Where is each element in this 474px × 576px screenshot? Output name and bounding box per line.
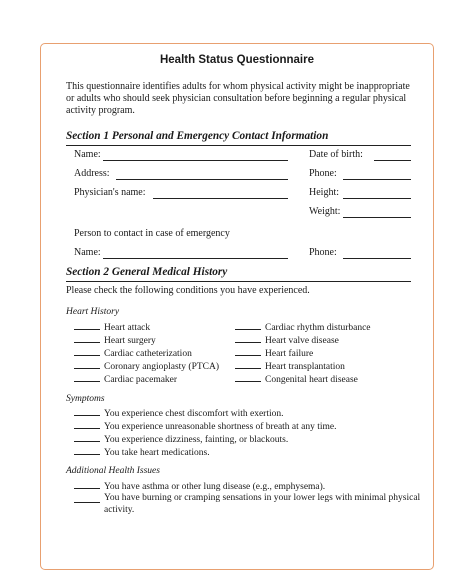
check-blank[interactable] bbox=[74, 347, 100, 356]
check-blank[interactable] bbox=[235, 360, 261, 369]
address-field[interactable] bbox=[116, 179, 288, 180]
checklist-item[interactable]: You have asthma or other lung disease (e.g., emphysema). bbox=[74, 480, 424, 493]
section1-heading: Section 1 Personal and Emergency Contact Information bbox=[66, 130, 329, 142]
checklist-item[interactable]: Congenital heart disease bbox=[235, 373, 371, 386]
dob-label: Date of birth: bbox=[309, 149, 363, 160]
height-field[interactable] bbox=[343, 198, 411, 199]
heart-history-left-list bbox=[74, 321, 219, 386]
symptoms-label: Symptoms bbox=[66, 394, 105, 404]
check-blank[interactable] bbox=[74, 373, 100, 382]
checklist-item[interactable]: You have burning or cramping sensations in your lower legs with minimal physical activity. bbox=[74, 493, 424, 516]
checklist-item[interactable]: You experience unreasonable shortness of breath at any time. bbox=[74, 420, 337, 433]
emergency-contact-label: Person to contact in case of emergency bbox=[74, 228, 230, 239]
checklist-item[interactable]: Heart transplantation bbox=[235, 360, 371, 373]
checklist-item[interactable]: Heart attack bbox=[74, 321, 219, 334]
check-blank[interactable] bbox=[74, 446, 100, 455]
symptoms-list bbox=[74, 407, 337, 459]
ec-name-field[interactable] bbox=[103, 258, 288, 259]
check-blank[interactable] bbox=[235, 373, 261, 382]
checklist-item[interactable]: Cardiac catheterization bbox=[74, 347, 219, 360]
section2-divider bbox=[66, 281, 411, 282]
section2-instruction: Please check the following conditions you have experienced. bbox=[66, 285, 310, 296]
checklist-item[interactable]: Heart failure bbox=[235, 347, 371, 360]
dob-field[interactable] bbox=[374, 160, 411, 161]
checklist-item[interactable]: You experience chest discomfort with exertion. bbox=[74, 407, 337, 420]
additional-issues-list bbox=[74, 480, 424, 516]
physician-label: Physician's name: bbox=[74, 187, 146, 198]
checklist-item[interactable]: Cardiac pacemaker bbox=[74, 373, 219, 386]
checklist-item[interactable]: You experience dizziness, fainting, or blackouts. bbox=[74, 433, 337, 446]
section1-divider bbox=[66, 145, 411, 146]
address-label: Address: bbox=[74, 168, 110, 179]
additional-issues-label: Additional Health Issues bbox=[66, 466, 160, 476]
check-blank[interactable] bbox=[235, 334, 261, 343]
check-blank[interactable] bbox=[235, 321, 261, 330]
check-blank[interactable] bbox=[74, 433, 100, 442]
checklist-item[interactable]: You take heart medications. bbox=[74, 446, 337, 459]
ec-name-label: Name: bbox=[74, 247, 101, 258]
heart-history-label: Heart History bbox=[66, 307, 120, 317]
section2-heading: Section 2 General Medical History bbox=[66, 266, 228, 278]
check-blank[interactable] bbox=[74, 480, 100, 489]
heart-history-right-list bbox=[235, 321, 371, 386]
name-field[interactable] bbox=[103, 160, 288, 161]
check-blank[interactable] bbox=[74, 407, 100, 416]
checklist-item[interactable]: Heart valve disease bbox=[235, 334, 371, 347]
check-blank[interactable] bbox=[74, 334, 100, 343]
weight-field[interactable] bbox=[343, 217, 411, 218]
page-title: Health Status Questionnaire bbox=[159, 54, 314, 66]
height-label: Height: bbox=[309, 187, 339, 198]
check-blank[interactable] bbox=[74, 420, 100, 429]
phone-field[interactable] bbox=[343, 179, 411, 180]
check-blank[interactable] bbox=[74, 321, 100, 330]
check-blank[interactable] bbox=[74, 494, 100, 503]
checklist-item[interactable]: Heart surgery bbox=[74, 334, 219, 347]
check-blank[interactable] bbox=[74, 360, 100, 369]
weight-label: Weight: bbox=[309, 206, 341, 217]
checklist-item[interactable]: Cardiac rhythm disturbance bbox=[235, 321, 371, 334]
ec-phone-label: Phone: bbox=[309, 247, 337, 258]
name-label: Name: bbox=[74, 149, 101, 160]
intro-paragraph: This questionnaire identifies adults for whom physical activity might be inappropriate or adults who should seek physician consultation before beginning a regular physical activity program. bbox=[66, 81, 410, 116]
questionnaire-page bbox=[40, 43, 434, 570]
phone-label: Phone: bbox=[309, 168, 337, 179]
checklist-item[interactable]: Coronary angioplasty (PTCA) bbox=[74, 360, 219, 373]
physician-field[interactable] bbox=[153, 198, 288, 199]
ec-phone-field[interactable] bbox=[343, 258, 411, 259]
check-blank[interactable] bbox=[235, 347, 261, 356]
